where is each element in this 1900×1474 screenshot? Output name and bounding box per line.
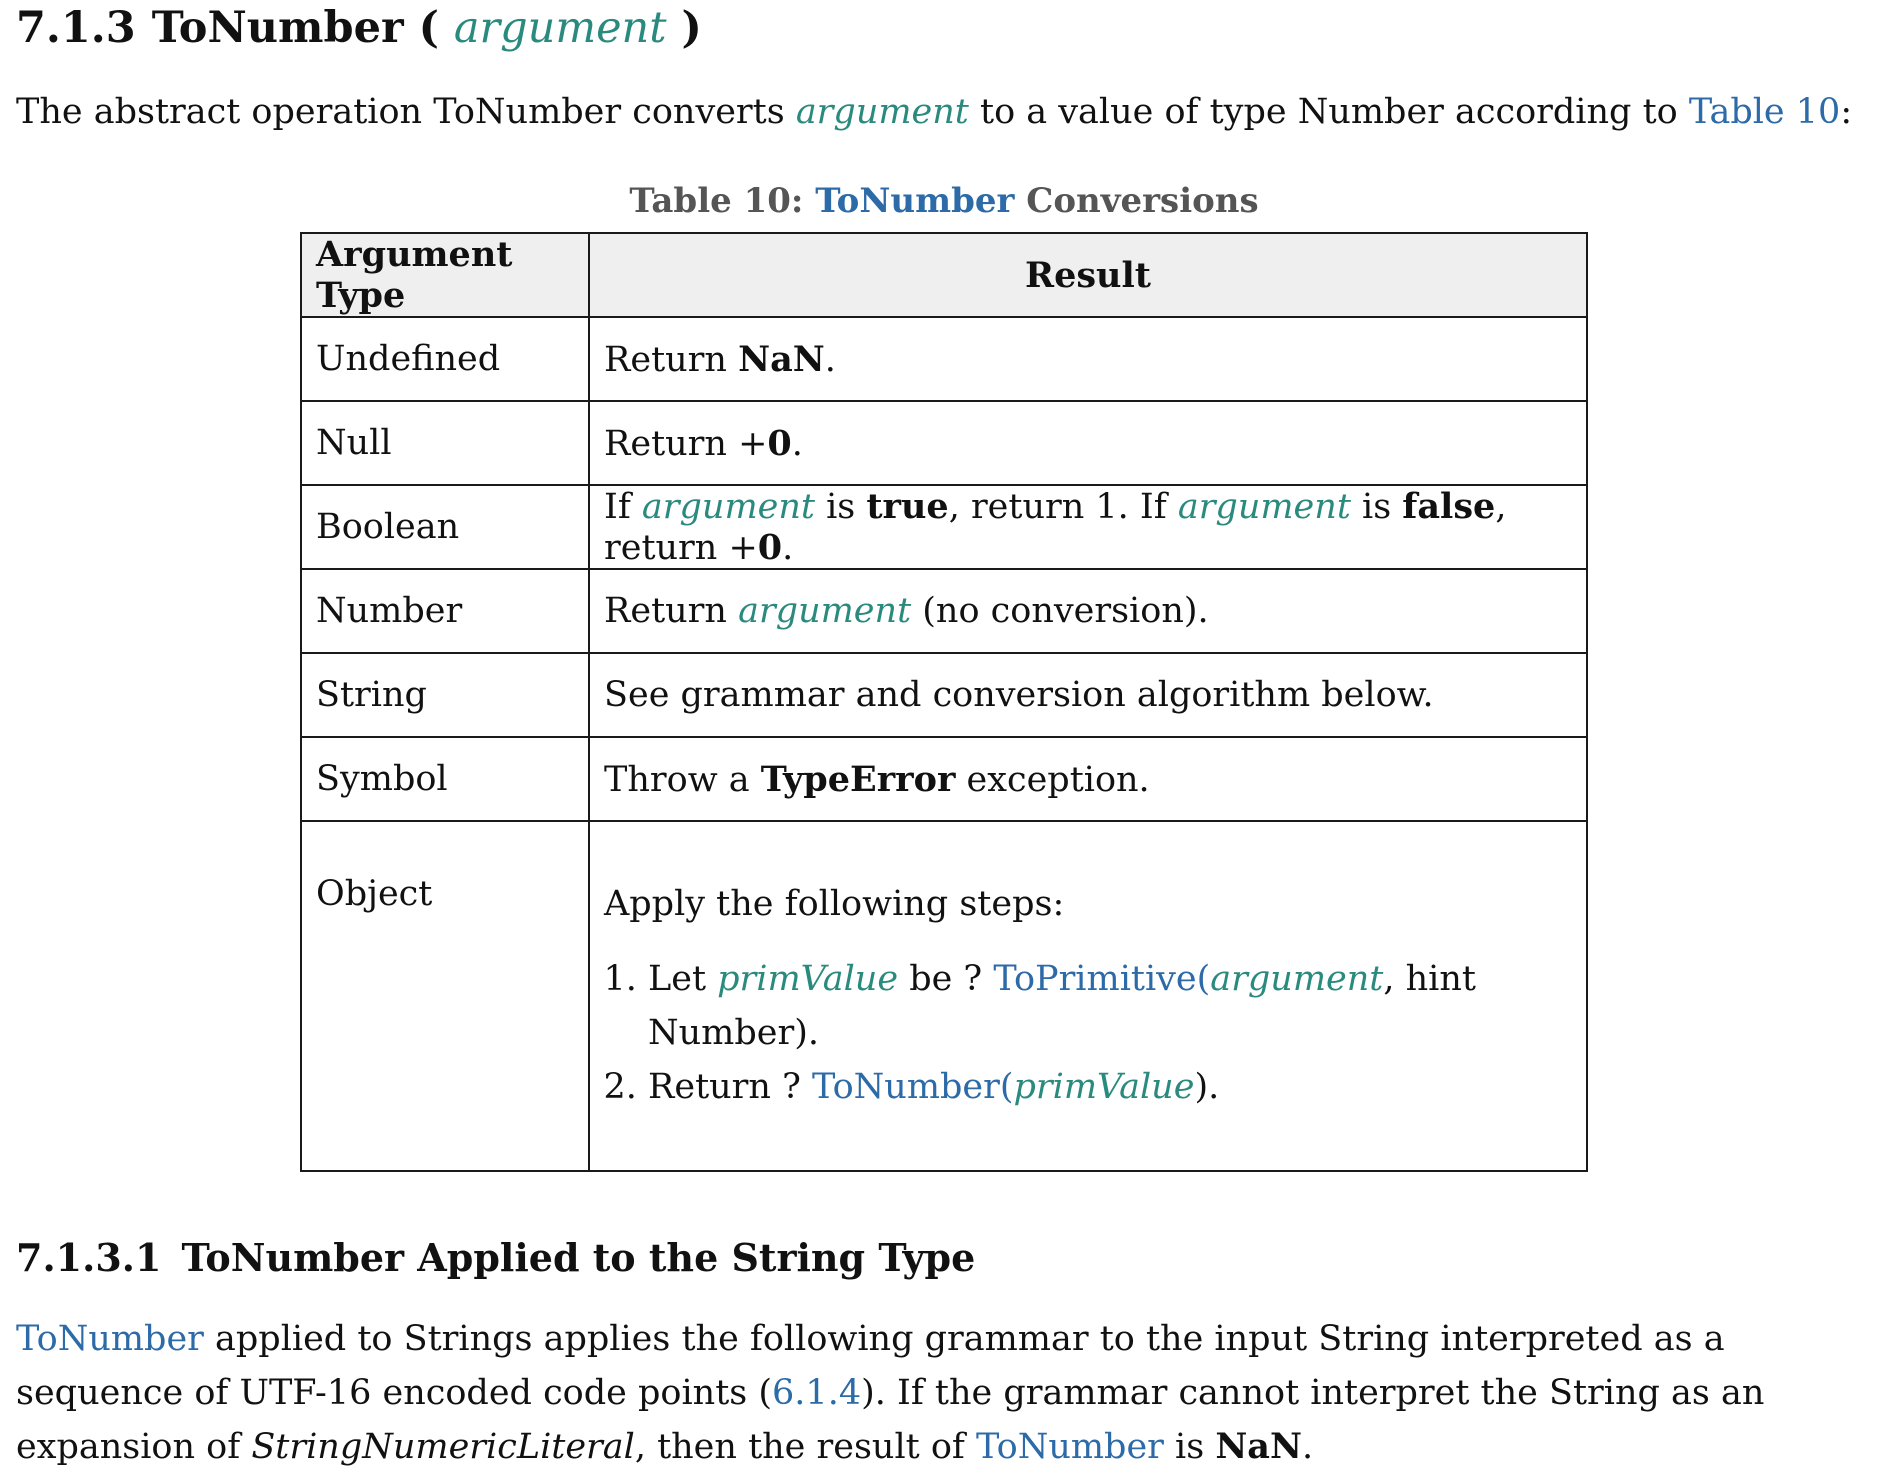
- result-text: , return +: [604, 487, 1507, 568]
- table-row: [301, 569, 1587, 653]
- section-title-close: ): [681, 3, 702, 53]
- result-text: .: [782, 528, 794, 568]
- row-result: [589, 401, 1587, 485]
- result-bold: false: [1402, 486, 1496, 527]
- tonumber-link[interactable]: ToNumber: [976, 1427, 1164, 1467]
- intro-text-2: to a value of type Number according to: [968, 92, 1689, 132]
- argument-var[interactable]: argument: [1210, 959, 1384, 999]
- row-result: [589, 317, 1587, 401]
- step-paren: (: [999, 1067, 1014, 1107]
- table-header-row: [301, 233, 1587, 317]
- subsection-title: ToNumber Applied to the String Type: [181, 1235, 976, 1280]
- tonumber-link[interactable]: ToNumber: [811, 1067, 1000, 1107]
- body-text: applied to Strings applies the following grammar to the input String interpreted as a sequence of UTF-16 encoded code points (: [16, 1319, 1725, 1413]
- body-text: , then the result of: [634, 1427, 976, 1467]
- result-text: exception.: [955, 759, 1150, 800]
- caption-tonumber-link[interactable]: ToNumber: [815, 181, 1015, 221]
- intro-text: The abstract operation ToNumber converts: [16, 92, 796, 132]
- result-text: is: [814, 487, 867, 527]
- result-bold: TypeError: [760, 758, 956, 800]
- row-type: Undefined: [301, 317, 589, 401]
- section-number: 7.1.3: [16, 3, 136, 53]
- primvalue-var[interactable]: primValue: [717, 959, 899, 999]
- row-result: [589, 653, 1587, 737]
- result-text: Throw a: [604, 759, 761, 800]
- body-text: .: [1301, 1427, 1314, 1467]
- step-paren: (: [1196, 959, 1211, 999]
- string-numeric-literal: StringNumericLiteral: [251, 1427, 635, 1467]
- step-text: be ?: [898, 959, 994, 999]
- step-item: [648, 952, 1572, 1060]
- row-type: Symbol: [301, 737, 589, 821]
- subsection-heading: [16, 1232, 975, 1284]
- table-row: [301, 737, 1587, 821]
- row-type: Number: [301, 569, 589, 653]
- table-caption: [300, 176, 1588, 226]
- conversion-table: [300, 232, 1588, 1172]
- intro-argument-var[interactable]: argument: [795, 92, 969, 132]
- caption-prefix: Table 10:: [629, 181, 816, 221]
- section-6-1-4-link[interactable]: 6.1.4: [772, 1373, 862, 1413]
- step-text: Let: [648, 959, 718, 999]
- result-text: , return 1. If: [948, 487, 1178, 527]
- caption-suffix: Conversions: [1014, 181, 1259, 221]
- argument-var[interactable]: argument: [1177, 487, 1351, 527]
- row-type: Boolean: [301, 485, 589, 569]
- row-result: [589, 569, 1587, 653]
- toprimitive-link[interactable]: ToPrimitive: [993, 959, 1197, 999]
- result-text: See grammar and conversion algorithm below.: [604, 675, 1434, 715]
- subsection-number: 7.1.3.1: [16, 1235, 162, 1280]
- table-10-link[interactable]: Table 10: [1688, 92, 1841, 132]
- intro-text-3: :: [1840, 92, 1853, 132]
- steps-list: [604, 952, 1572, 1114]
- result-bold: true: [866, 486, 949, 527]
- result-text: Return +: [604, 423, 768, 464]
- primvalue-var[interactable]: primValue: [1013, 1067, 1195, 1107]
- table-row: [301, 317, 1587, 401]
- section-title: ToNumber (: [151, 3, 439, 53]
- nan-bold: NaN: [1215, 1426, 1302, 1467]
- result-bold: 0: [767, 422, 792, 464]
- row-type: String: [301, 653, 589, 737]
- result-text: .: [824, 339, 836, 380]
- result-text: .: [791, 423, 803, 464]
- body-text: ). If the grammar cannot interpret the String as an expansion of: [16, 1373, 1765, 1467]
- table-row: [301, 821, 1587, 1171]
- argument-var[interactable]: argument: [738, 591, 912, 631]
- row-type: Null: [301, 401, 589, 485]
- body-text: is: [1163, 1427, 1216, 1467]
- table-row: [301, 485, 1587, 569]
- table-row: [301, 653, 1587, 737]
- row-type: Object: [301, 821, 589, 1171]
- step-text: , hint Number).: [648, 959, 1476, 1053]
- tonumber-link[interactable]: ToNumber: [16, 1319, 204, 1359]
- section-heading: [16, 0, 702, 56]
- result-text: Return: [604, 339, 739, 380]
- result-bold: NaN: [738, 338, 825, 380]
- header-argument-type: Argument Type: [301, 233, 589, 317]
- steps-intro: Apply the following steps:: [604, 884, 1065, 924]
- argument-var[interactable]: argument: [641, 487, 815, 527]
- result-bold: 0: [757, 527, 783, 568]
- row-result: [589, 821, 1587, 1171]
- intro-paragraph: [16, 86, 1852, 138]
- body-paragraph: [16, 1312, 1884, 1474]
- step-text: ).: [1194, 1067, 1220, 1107]
- row-result: [589, 737, 1587, 821]
- result-text: Return: [604, 591, 739, 631]
- result-text: (no conversion).: [911, 591, 1209, 631]
- step-text: Return ?: [648, 1067, 812, 1107]
- result-text: is: [1350, 487, 1403, 527]
- result-text: If: [604, 487, 642, 527]
- header-result: Result: [589, 233, 1587, 317]
- step-item: [648, 1060, 1572, 1114]
- section-param: argument: [453, 3, 667, 53]
- table-row: [301, 401, 1587, 485]
- row-result: [589, 485, 1587, 569]
